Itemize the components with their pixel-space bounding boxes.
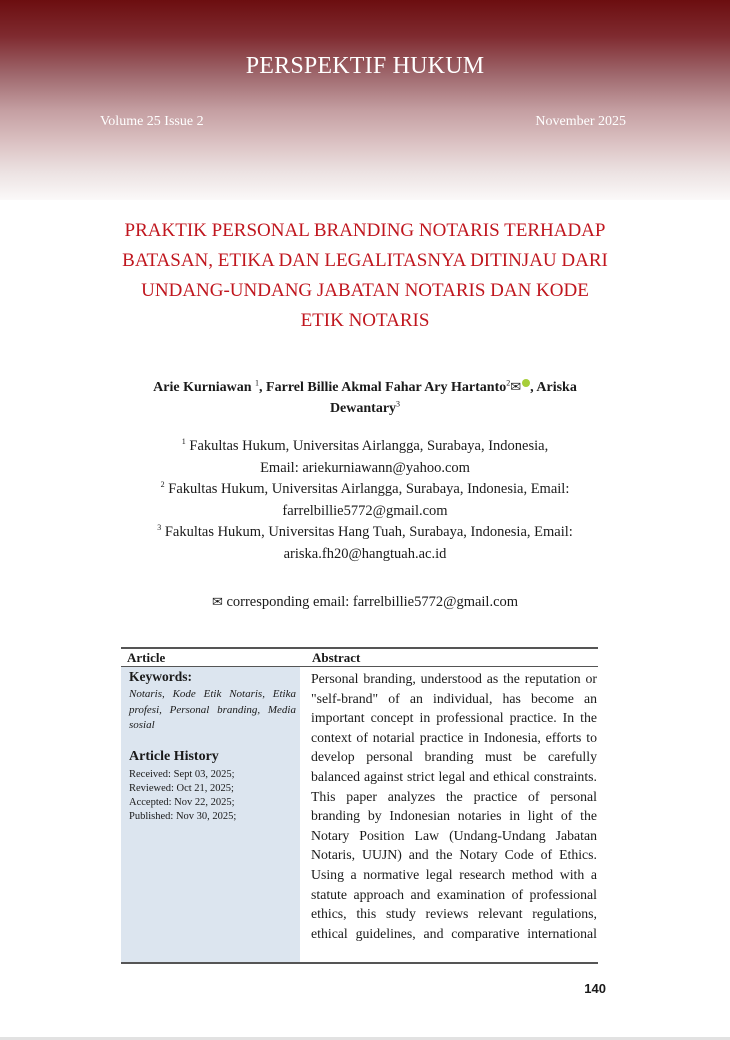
history-reviewed: Reviewed: Oct 21, 2025; — [129, 783, 234, 794]
affiliation-1-email[interactable]: Email: ariekurniawann@yahoo.com — [260, 459, 470, 476]
mail-icon: ✉ — [211, 594, 223, 609]
affil-text: Fakultas Hukum, Universitas Airlangga, Surabaya, Indonesia, Email: — [164, 481, 570, 497]
abstract-text: Personal branding, understood as the reputation or "self-brand" of an individual, has become an important concept in professional practice. In the context of notarial practice in Indonesia, efforts to develop personal branding must be carefully balanced against strict legal and ethical constraints. This paper analyzes the practice of personal branding by Indonesian notaries in light of the Notary Position Law (Undang-Undang Jabatan Notaris, UUJN) and the Notary Code of Ethics. Using a normative legal research method with a statute approach and examination of professional ethics, this study reviews relevant regulations, ethical guidelines, and comparative international — [311, 671, 597, 941]
author-affil-sup: 2 — [506, 378, 511, 388]
table-top-rule — [121, 647, 598, 649]
author-separator: , — [259, 380, 267, 395]
orcid-icon[interactable] — [522, 379, 530, 387]
affiliation-2 — [120, 479, 610, 501]
keywords-heading: Keywords: — [129, 669, 192, 684]
author-name: Ariska Dewantary — [329, 380, 577, 416]
affil-text: Fakultas Hukum, Universitas Hang Tuah, Surabaya, Indonesia, Email: — [161, 524, 573, 540]
corresponding-email-text[interactable]: corresponding email: farrelbillie5772@gmail.com — [222, 594, 519, 610]
affiliation-3 — [120, 522, 610, 544]
journal-masthead — [0, 0, 730, 200]
paper-title: PRAKTIK PERSONAL BRANDING NOTARIS TERHADAP BATASAN, ETIKA DAN LEGALITASNYA DITINJAU DARI UNDANG-UNDANG JABATAN NOTARIS DAN KODE ETIK NOTARIS — [122, 220, 608, 331]
author-separator: , — [530, 380, 537, 395]
author-name: Farrel Billie Akmal Fahar Ary Hartanto — [266, 380, 507, 395]
page-number: 140 — [584, 981, 606, 996]
history-accepted: Accepted: Nov 22, 2025; — [129, 797, 235, 808]
abstract-column-header: Abstract — [312, 650, 361, 665]
article-column-header: Article — [127, 650, 166, 665]
author-name: Arie Kurniawan — [153, 380, 256, 395]
journal-title: PERSPEKTIF HUKUM — [245, 53, 485, 79]
article-info-table — [121, 647, 598, 964]
corresponding-email — [120, 594, 610, 611]
keywords-list: Notaris, Kode Etik Notaris, Etika profesi, Personal branding, Media sosial — [129, 688, 296, 731]
affiliation-1 — [120, 436, 610, 458]
mail-icon[interactable]: ✉ — [510, 379, 522, 394]
affil-sup: 1 — [181, 437, 186, 447]
history-received: Received: Sept 03, 2025; — [129, 769, 235, 780]
table-header-rule — [121, 666, 598, 667]
author-list — [120, 376, 610, 419]
table-bottom-rule — [121, 962, 598, 964]
affiliation-2-email[interactable]: farrelbillie5772@gmail.com — [282, 502, 448, 519]
affiliations — [120, 436, 610, 565]
article-history-heading: Article History — [129, 749, 219, 764]
affiliation-3-email[interactable]: ariska.fh20@hangtuah.ac.id — [283, 545, 447, 562]
article-info-column — [121, 667, 300, 963]
volume-issue: Volume 25 Issue 2 — [100, 114, 204, 129]
author-affil-sup: 3 — [396, 399, 401, 409]
affil-sup: 3 — [157, 523, 162, 533]
affil-sup: 2 — [160, 480, 165, 490]
article-history-list — [129, 768, 236, 824]
author-affil-sup: 1 — [255, 378, 260, 388]
affil-text: Fakultas Hukum, Universitas Airlangga, Surabaya, Indonesia, — [185, 438, 549, 454]
history-published: Published: Nov 30, 2025; — [129, 811, 237, 822]
issue-date: November 2025 — [535, 114, 626, 129]
